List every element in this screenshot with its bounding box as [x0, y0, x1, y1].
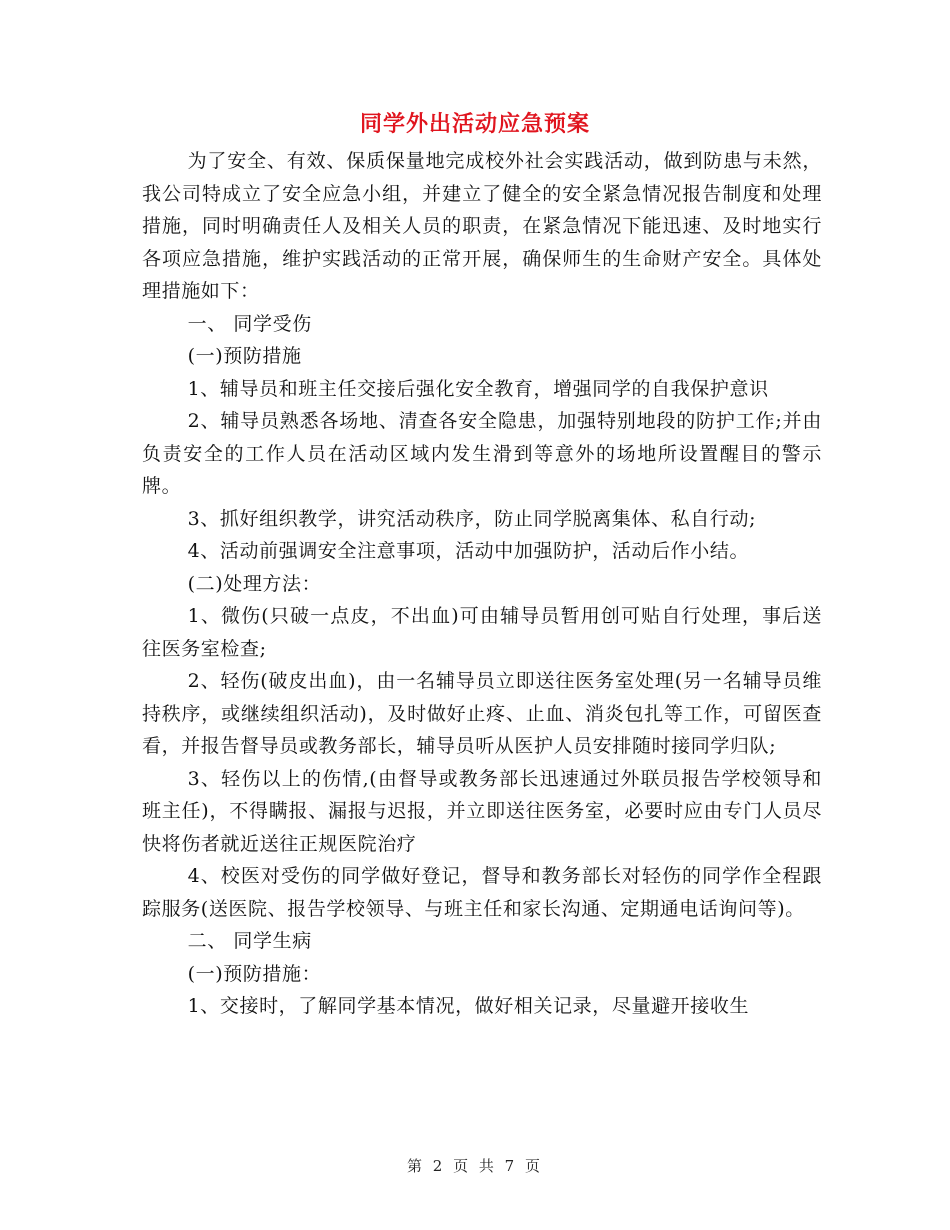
list-item: 1、微伤(只破一点皮，不出血)可由辅导员暂用创可贴自行处理，事后送往医务室检查;: [142, 605, 822, 660]
list-item: 1、交接时，了解同学基本情况，做好相关记录，尽量避开接收生: [187, 995, 750, 1017]
subsection-heading-prevention: (一)预防措施: [187, 345, 302, 367]
list-item: 3、轻伤以上的伤情,(由督导或教务部长迅速通过外联员报告学校领导和班主任)，不得瞒报、漏报与迟报，并立即送往医务室，必要时应由专门人员尽快将伤者就近送往正规医院治疗: [142, 767, 822, 855]
list-item: 2、辅导员熟悉各场地、清查各安全隐患，加强特别地段的防护工作;并由负责安全的工作人员在活动区域内发生滑到等意外的场地所设置醒目的警示牌。: [142, 410, 822, 497]
page-number-footer: 第 2 页 共 7 页: [407, 1157, 543, 1175]
intro-paragraph: 为了安全、有效、保质保量地完成校外社会实践活动，做到防患与未然，我公司特成立了安全应急小组，并建立了健全的安全紧急情况报告制度和处理措施，同时明确责任人及相关人员的职责，在紧急情况下能迅速、及时地实行各项应急措施，维护实践活动的正常开展，确保师生的生命财产安全。具体处理措施如下：: [142, 150, 822, 302]
list-item: 3、抓好组织教学，讲究活动秩序，防止同学脱离集体、私自行动;: [187, 507, 757, 530]
list-item: 2、轻伤(破皮出血)，由一名辅导员立即送往医务室处理(另一名辅导员维持秩序，或继续组织活动)，及时做好止疼、止血、消炎包扎等工作，可留医查看，并报告督导员或教务部长，辅导员听从医护人员安排随时接同学归队;: [142, 670, 822, 757]
subsection-heading-handling: (二)处理方法：: [187, 572, 322, 595]
document-title: 同学外出活动应急预案: [359, 111, 590, 137]
list-item: 4、活动前强调安全注意事项，活动中加强防护，活动后作小结。: [187, 540, 750, 562]
section-heading-injury: 一、 同学受伤: [187, 312, 312, 335]
list-item: 4、校医对受伤的同学做好登记，督导和教务部长对轻伤的同学作全程跟踪服务(送医院、报告学校领导、与班主任和家长沟通、定期通电话询问等)。: [142, 865, 822, 920]
section-heading-illness: 二、 同学生病: [187, 930, 312, 952]
list-item: 1、辅导员和班主任交接后强化安全教育，增强同学的自我保护意识: [187, 377, 769, 400]
document-body: [142, 145, 822, 1023]
subsection-heading-prevention-2: (一)预防措施：: [187, 962, 322, 985]
